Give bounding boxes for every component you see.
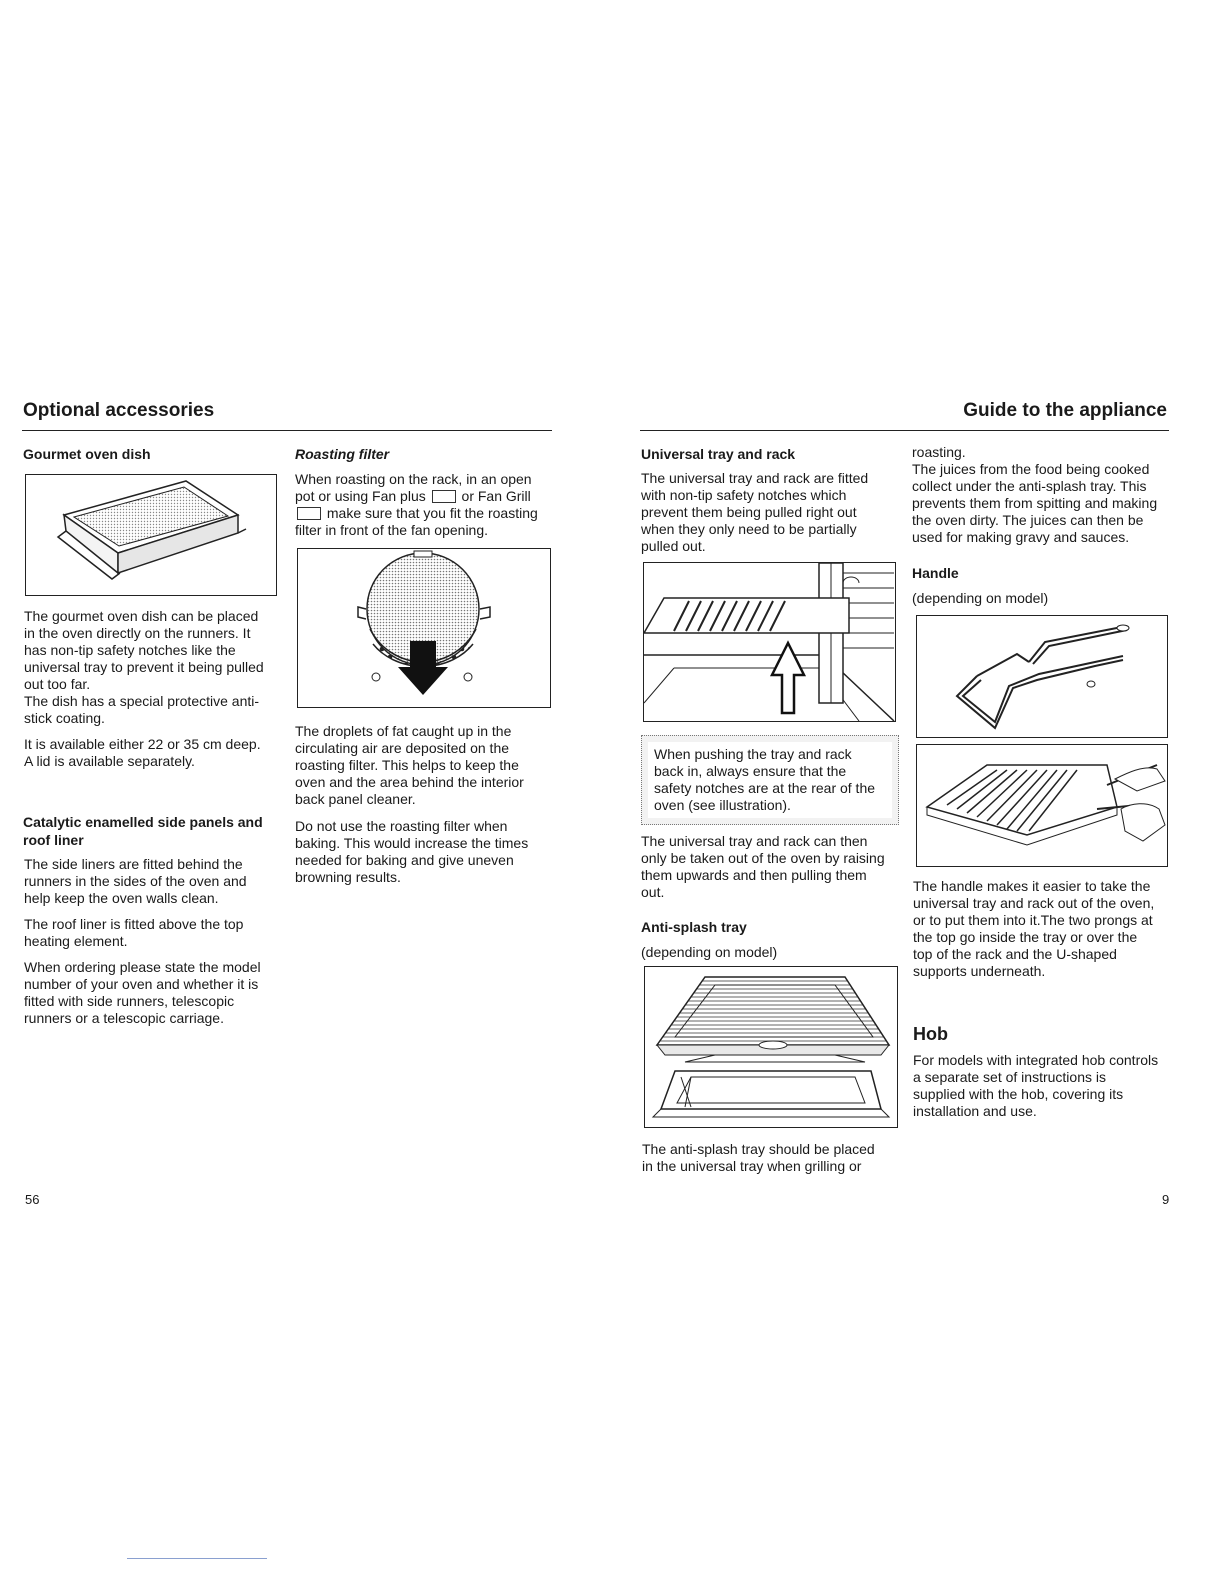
hob-para-1: For models with integrated hob controls a separate set of instructions is supplied with the hob, covering its installation and use. [913, 1052, 1159, 1119]
left-page-title: Optional accessories [23, 400, 215, 421]
fan-grill-symbol-icon [297, 507, 321, 520]
handle-qualifier: (depending on model) [912, 590, 1049, 606]
handle-heading: Handle [912, 565, 959, 581]
tray-safety-notch-illustration [643, 562, 896, 722]
antisplash-qualifier: (depending on model) [641, 944, 778, 960]
gourmet-dish-illustration [25, 474, 277, 596]
gourmet-heading: Gourmet oven dish [23, 446, 151, 462]
right-title-rule [640, 430, 1169, 431]
scan-artifact-line [127, 1558, 267, 1559]
safety-note-text: When pushing the tray and rack back in, always ensure that the safety notches are at the rear of the oven (see illustration). [648, 742, 892, 818]
roasting-intro: When roasting on the rack, in an open pot or using Fan plus or Fan Grill make sure that you fit the roasting filter in front of the fan opening. [295, 471, 538, 538]
roasting-heading: Roasting filter [295, 446, 390, 462]
catalytic-para-2: The roof liner is fitted above the top heating element. [24, 916, 244, 949]
antisplash-heading: Anti-splash tray [641, 919, 747, 935]
universal-heading: Universal tray and rack [641, 446, 796, 462]
handle-in-use-illustration [916, 744, 1168, 867]
universal-para-1: The universal tray and rack are fitted with non-tip safety notches which prevent them being pulled right out when they only need to be partially pulled out. [641, 470, 869, 554]
handle-illustration [916, 615, 1168, 738]
right-page-title: Guide to the appliance [963, 400, 1167, 421]
hob-heading: Hob [913, 1024, 948, 1044]
handle-para-1: The handle makes it easier to take the universal tray and rack out of the oven, or to put them into it.The two prongs at the top go inside the tray or over the top of the rack and the U-shaped supports underneath. [913, 878, 1155, 979]
gourmet-para-1: The gourmet oven dish can be placed in the oven directly on the runners. It has non-tip safety notches like the universal tray to prevent it being pulled out too far. The dish has a special protective anti- stick coating. [24, 608, 264, 726]
gourmet-para-2: It is available either 22 or 35 cm deep. A lid is available separately. [24, 736, 261, 769]
roasting-filter-illustration [297, 548, 551, 708]
catalytic-para-3: When ordering please state the model number of your oven and whether it is fitted with side runners, telescopic runners or a telescopic carriage. [24, 959, 261, 1026]
catalytic-heading: Catalytic enamelled side panels and roof liner [23, 814, 263, 848]
right-page-number: 9 [1162, 1192, 1170, 1207]
catalytic-para-1: The side liners are fitted behind the runners in the sides of the oven and help keep the oven walls clean. [24, 856, 247, 906]
safety-note-box [641, 735, 899, 825]
fan-plus-symbol-icon [432, 490, 456, 503]
antisplash-para-1-continued: roasting. The juices from the food being cooked collect under the anti-splash tray. This prevents them from spitting and making the oven dirty. The juices can then be used for making gravy and sauces. [912, 444, 1158, 545]
antisplash-tray-illustration [644, 966, 898, 1128]
roasting-para-2: The droplets of fat caught up in the circulating air are deposited on the roasting filter. This helps to keep the oven and the area behind the interior back panel cleaner. [295, 723, 524, 807]
antisplash-para-1: The anti-splash tray should be placed in the universal tray when grilling or [642, 1141, 875, 1174]
left-title-rule [22, 430, 552, 431]
left-page-number: 56 [25, 1192, 40, 1207]
universal-para-2: The universal tray and rack can then only be taken out of the oven by raising them upwards and then pulling them out. [641, 833, 885, 900]
roasting-para-3: Do not use the roasting filter when baking. This would increase the times needed for baking and give uneven browning results. [295, 818, 529, 885]
